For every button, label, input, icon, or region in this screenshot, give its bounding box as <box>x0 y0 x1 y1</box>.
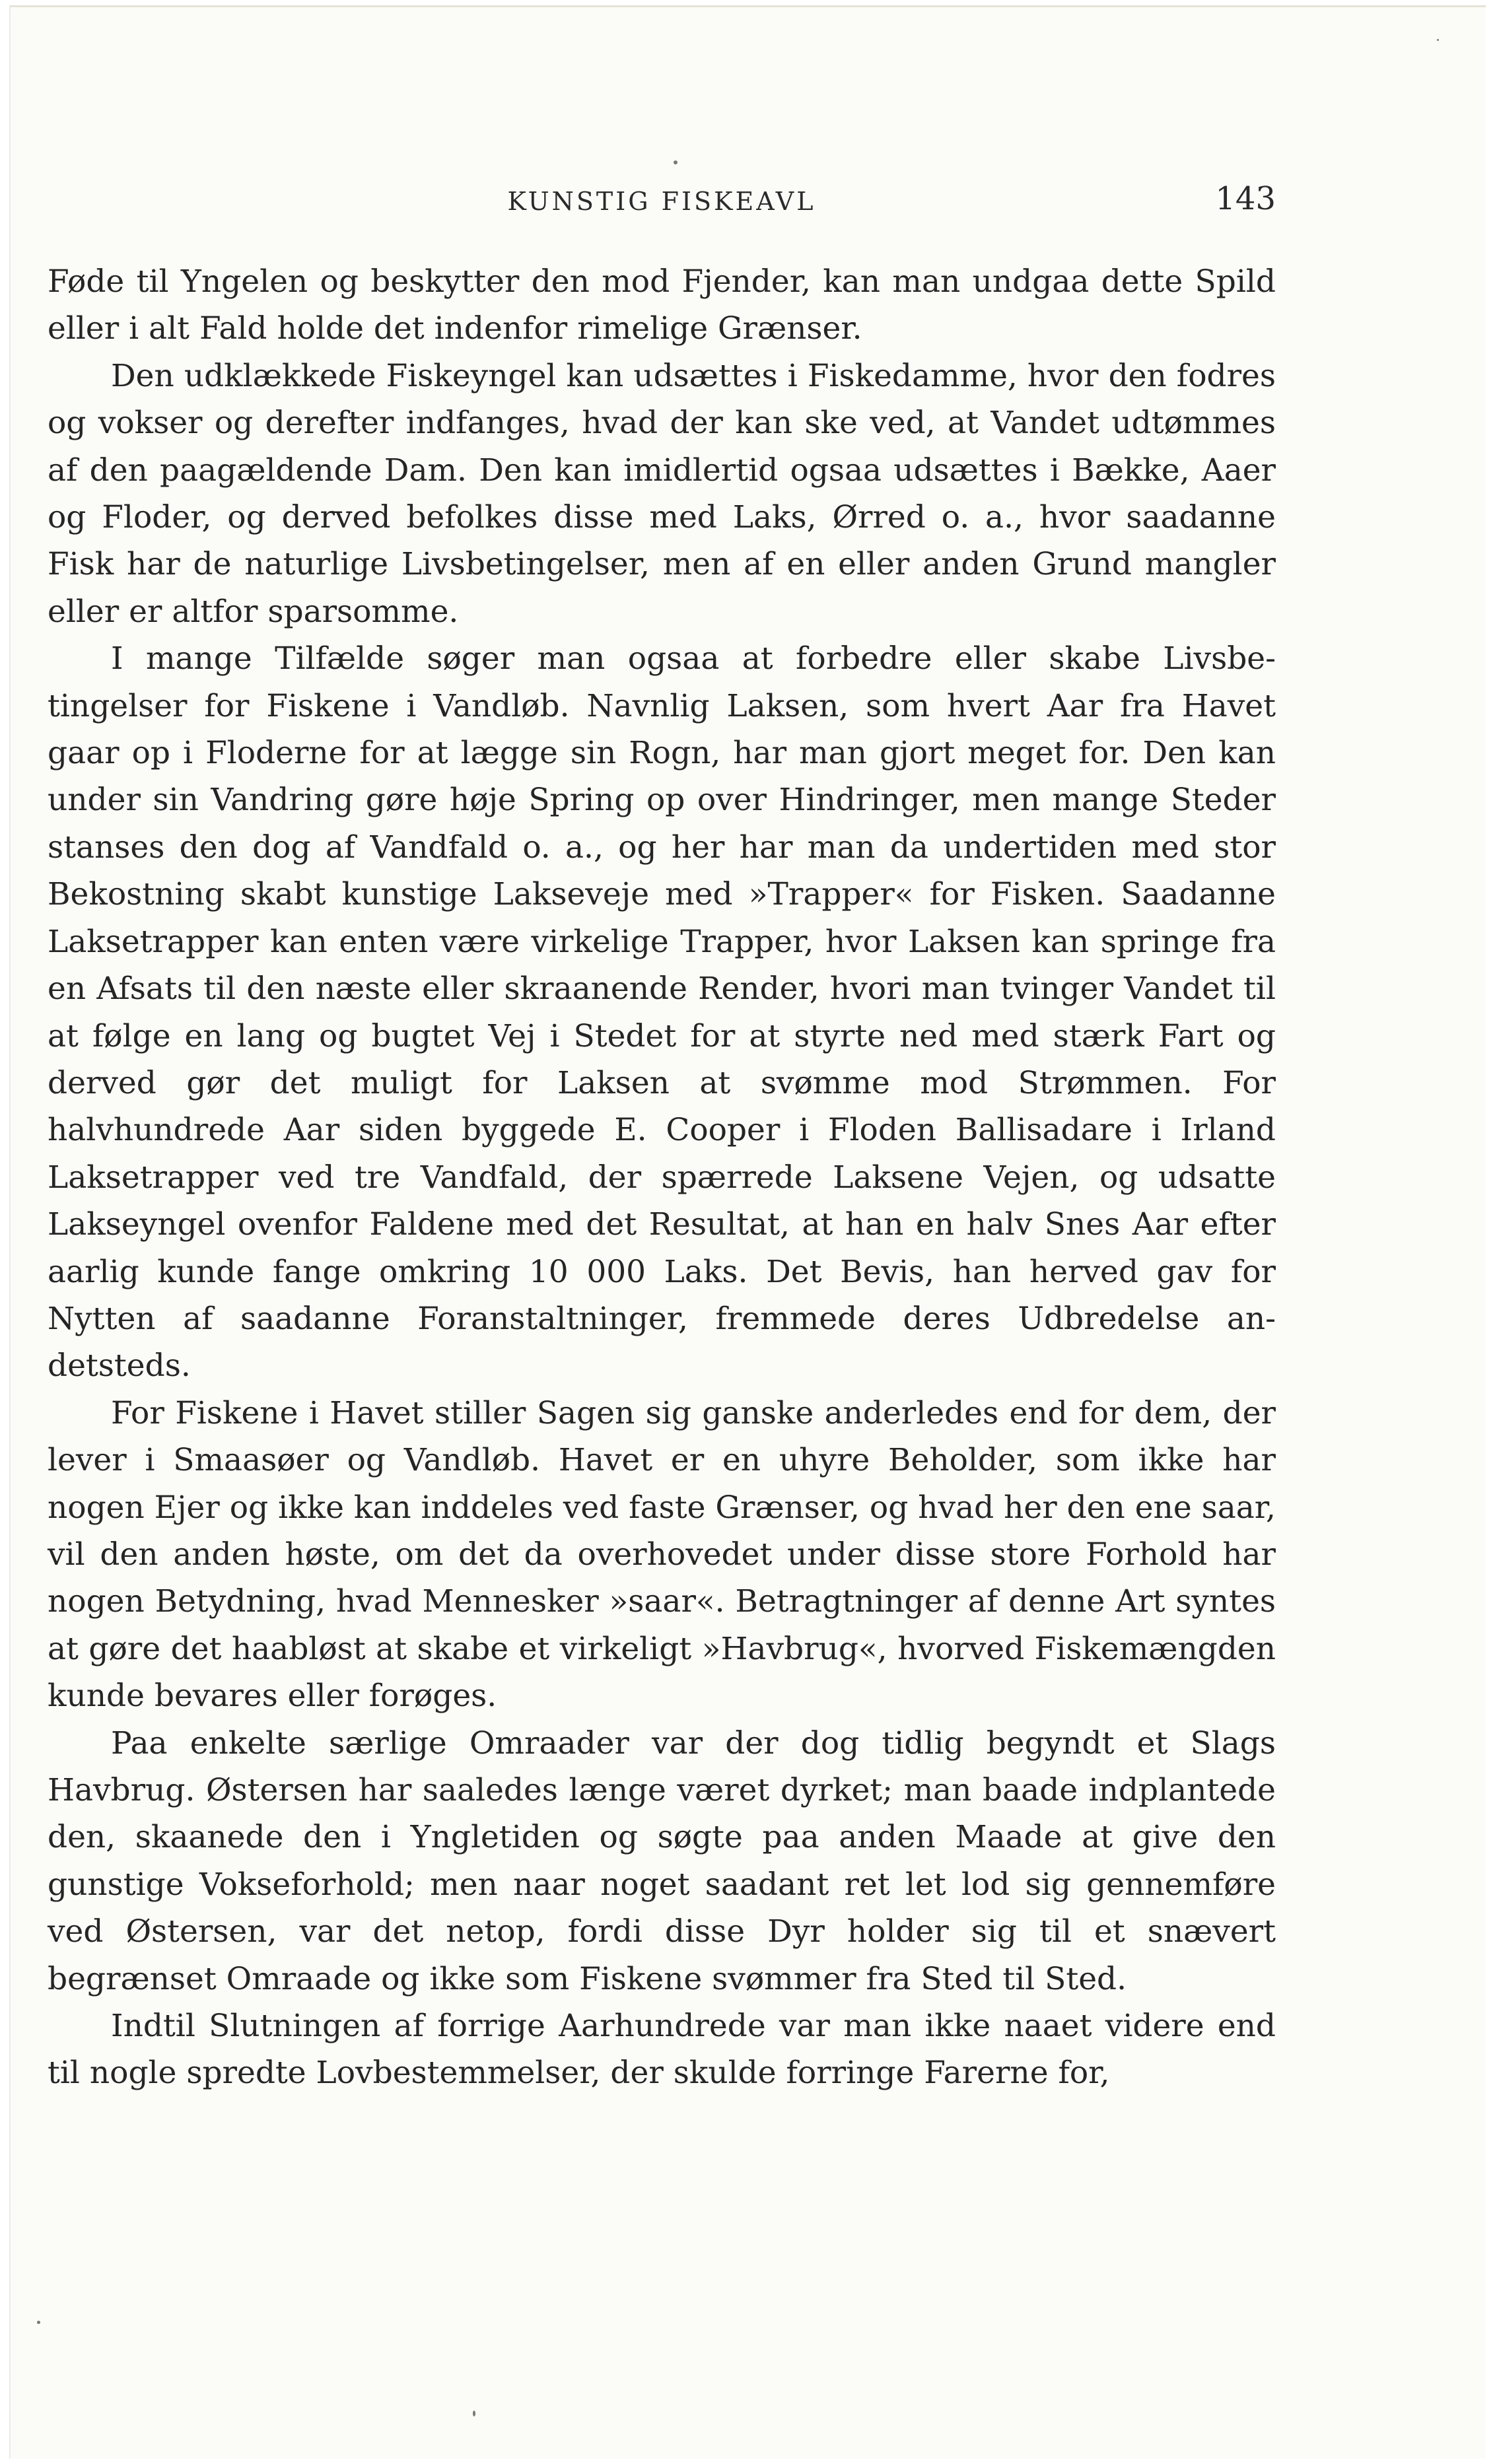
body-text <box>48 258 1276 2097</box>
running-title: KUNSTIG FISKEAVL <box>507 187 816 216</box>
paragraph: Indtil Slutningen af forrige Aarhundrede var man ikke naaet videre end til nogle spredte Lovbestemmelser, der skulde forringe Farerne for, <box>48 2008 1276 2092</box>
paper-speck <box>473 2411 475 2416</box>
paper-speck <box>1437 39 1439 41</box>
paragraph: For Fiskene i Havet stiller Sagen sig ganske anderledes end for dem, der lever i Smaasøer og Vandløb. Havet er en uhyre Beholder, som ikke har nogen Ejer og ikke kan inddeles ved faste Grænser, og hvad her den ene saar, vil den anden høste, om det da overhovedet under disse store Forhold har nogen Betydning, hvad Mennesker »saar«. Betragtninger af denne Art syntes at gøre det haabløst at skabe et virkeligt »Havbrug«, hvorved Fiskemængden kunde bevares eller forøges. <box>48 1394 1276 1715</box>
page-sheet <box>9 5 1486 2459</box>
paragraph: Føde til Yngelen og beskytter den mod Fjender, kan man undgaa dette Spild eller i alt Fald holde det indenfor rimelige Grænser. <box>48 263 1276 347</box>
running-head <box>48 180 1276 222</box>
paper-speck <box>37 2321 40 2324</box>
paragraph: Paa enkelte særlige Omraader var der dog tidlig begyndt et Slags Havbrug. Østersen har saaledes længe været dyrket; man baade indplantede den, skaanede den i Yngletiden og søgte paa anden Maade at give den gunstige Vokseforhold; men naar noget saadant ret let lod sig gennemføre ved Østersen, var det netop, fordi disse Dyr holder sig til et snævert begrænset Omraade og ikke som Fiskene svømmer fra Sted til Sted. <box>48 1725 1276 1997</box>
paragraph: I mange Tilfælde søger man ogsaa at forbedre eller skabe Livsbetingelser for Fiskene i Vandløb. Navnlig Laksen, som hvert Aar fra Havet gaar op i Floderne for at lægge sin Rogn, har man gjort meget for. Den kan under sin Vandring gøre høje Spring op over Hindringer, men mange Steder stanses den dog af Vandfald o. a., og her har man da undertiden med stor Bekostning skabt kunstige Lakseveje med »Trapper« for Fisken. Saadanne Laksetrapper kan enten være virkelige Trapper, hvor Laksen kan springe fra en Afsats til den næste eller skraanende Render, hvori man tvinger Vandet til at følge en lang og bugtet Vej i Stedet for at styrte ned med stærk Fart og derved gør det muligt for Laksen at svømme mod Strømmen. For halvhundrede Aar siden byggede E. Cooper i Floden Ballisadare i Irland Laksetrapper ved tre Vandfald, der spærrede Laksene Vejen, og udsatte Lakseyngel ovenfor Faldene med det Resultat, at han en halv Snes Aar efter aarlig kunde fange omkring 10 000 Laks. Det Bevis, han herved gav for Nytten af saadanne Foranstaltninger, fremmede deres Udbredelse andetsteds. <box>48 640 1276 1385</box>
page-number: 143 <box>1215 180 1276 217</box>
paper-speck <box>674 160 678 164</box>
paragraph: Den udklækkede Fiskeyngel kan udsættes i Fiskedamme, hvor den fodres og vokser og derefter indfanges, hvad der kan ske ved, at Vandet udtømmes af den paagældende Dam. Den kan imidlertid ogsaa udsættes i Bække, Aaer og Floder, og derved befolkes disse med Laks, Ørred o. a., hvor saadanne Fisk har de naturlige Livsbetingelser, men af en eller anden Grund mangler eller er altfor sparsomme. <box>48 357 1276 630</box>
